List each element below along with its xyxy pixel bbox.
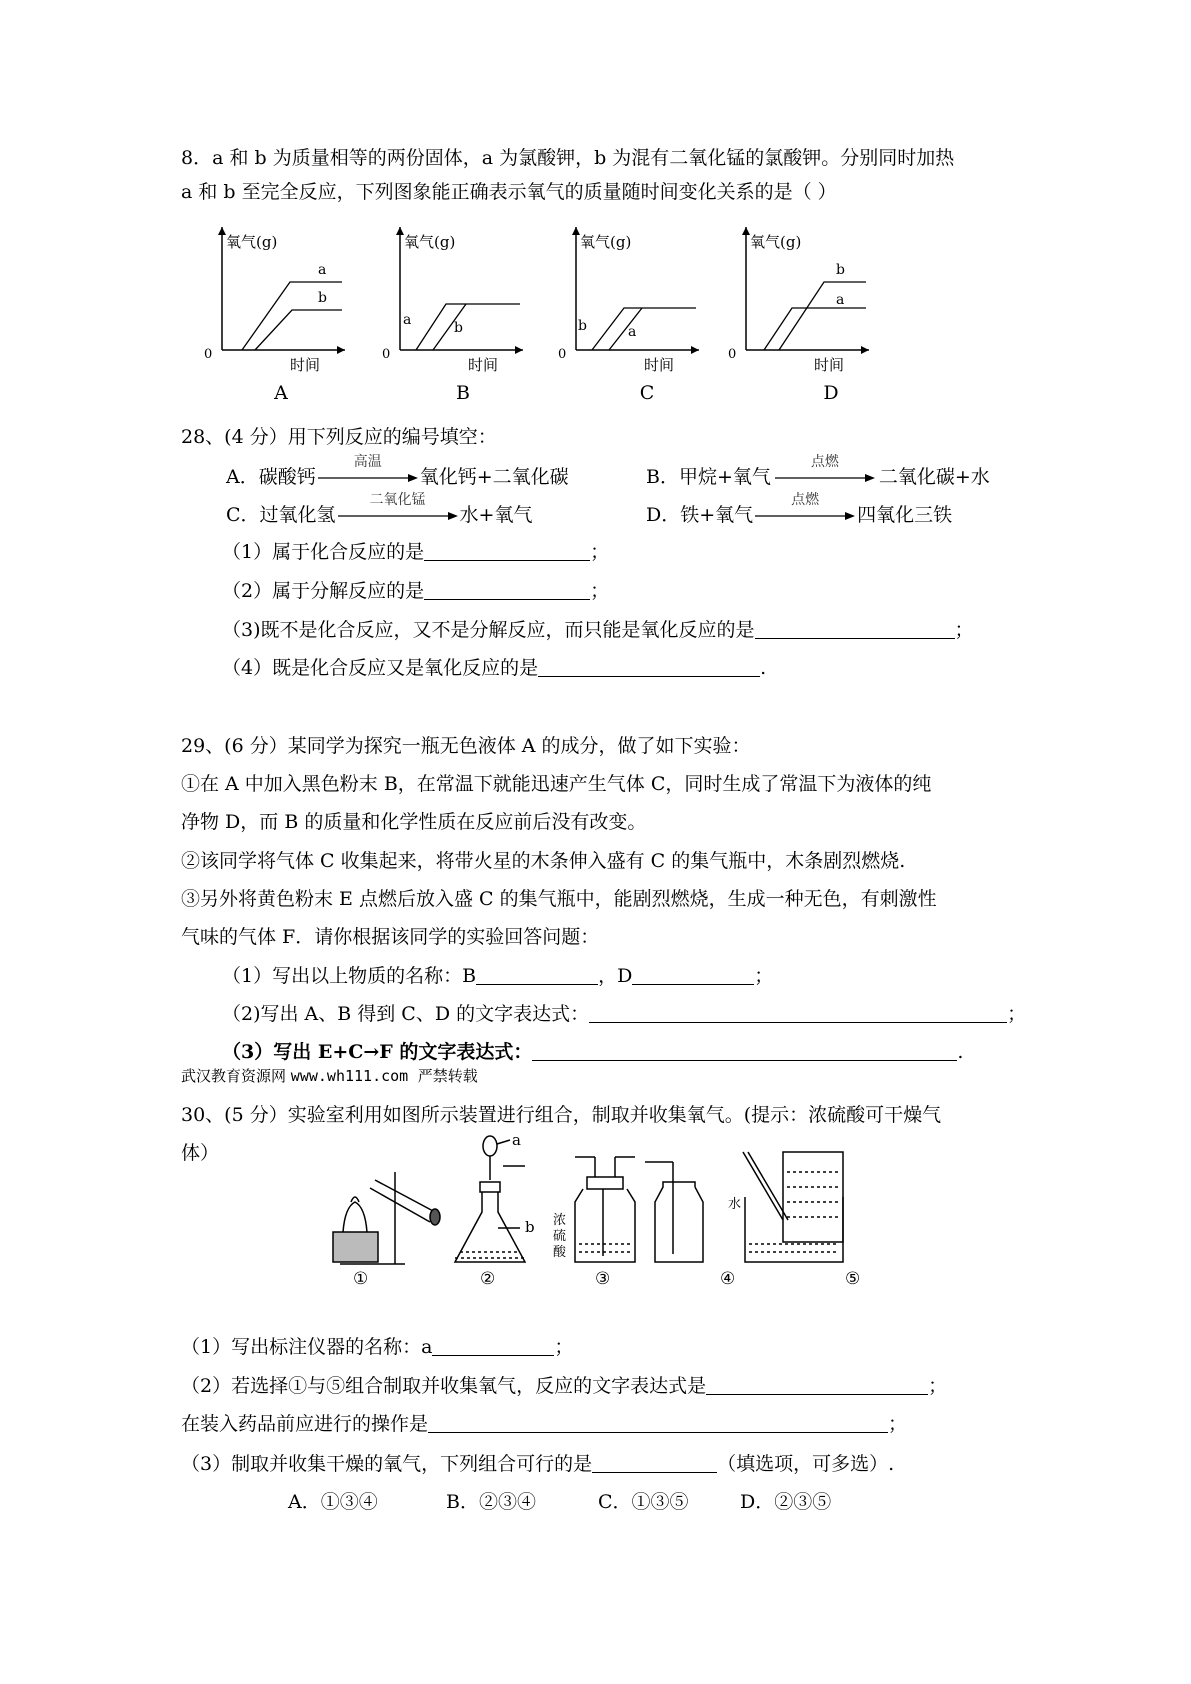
graph-a-label: A	[274, 382, 288, 404]
graph-a	[200, 222, 350, 372]
graph-c-xlabel: 时间	[644, 356, 675, 372]
q28-c-cond: 二氧化锰	[369, 492, 426, 508]
graph-b-xlabel: 时间	[468, 356, 499, 372]
q28-s2: （2）属于分解反应的是 ；	[222, 580, 610, 602]
label-a: a	[512, 1132, 521, 1149]
graph-c	[554, 222, 704, 372]
graph-b-origin: 0	[382, 347, 391, 362]
q28-s3: （3)既不是化合反应，又不是分解反应，而只能是氧化反应的是 ；	[222, 619, 974, 641]
q28-d-arrow	[755, 492, 855, 527]
q29-d-blank[interactable]	[632, 966, 754, 985]
apparatus-2	[455, 1136, 525, 1262]
q30-s2-blank[interactable]	[706, 1376, 928, 1395]
graph-d-lower: a	[836, 292, 845, 308]
graph-d-label: D	[823, 382, 839, 404]
graph-c-ylabel: 氧气(g)	[580, 233, 632, 251]
graph-d-ylabel: 氧气(g)	[750, 233, 802, 251]
apparatus-label-4: ④	[720, 1269, 736, 1287]
q28-reaction-a	[226, 454, 569, 489]
q30-s1: （1）写出标注仪器的名称：a ；	[181, 1336, 574, 1358]
graph-b-ylabel: 氧气(g)	[404, 233, 456, 251]
q28-d-prefix: D．铁+氧气	[646, 504, 754, 526]
q30-s3: （3）制取并收集干燥的氧气，下列组合可行的是 （填选项，可多选）.	[181, 1453, 895, 1475]
graph-a-xlabel: 时间	[290, 356, 321, 372]
apparatus-figure	[325, 1132, 915, 1287]
q28-s4: （4）既是化合反应又是氧化反应的是 .	[222, 657, 767, 679]
q28-s2-blank[interactable]	[424, 581, 590, 600]
q30-option-a[interactable]: A．①③④	[288, 1491, 378, 1513]
q28-s1-blank[interactable]	[424, 542, 590, 561]
q30-title: 30、(5 分）实验室利用如图所示装置进行组合，制取并收集氧气。(提示：浓硫酸可干燥气	[181, 1104, 942, 1126]
q8-line1: 8．a 和 b 为质量相等的两份固体，a 为氯酸钾，b 为混有二氧化锰的氯酸钾。分别同时加热	[181, 147, 955, 169]
q28-c-arrow	[338, 492, 458, 527]
graph-b-upper: a	[403, 312, 412, 328]
q28-s4-blank[interactable]	[538, 658, 760, 677]
watermark-note: 严禁转载	[417, 1067, 478, 1085]
graph-d-origin: 0	[728, 347, 737, 362]
acid-label-1: 浓	[553, 1213, 567, 1228]
q30-option-b[interactable]: B．②③④	[446, 1491, 536, 1513]
q28-c-prefix: C．过氧化氢	[226, 504, 336, 526]
q28-d-cond: 点燃	[791, 492, 820, 508]
apparatus-label-1: ①	[353, 1269, 369, 1287]
q30-s2b: 在装入药品前应进行的操作是 ；	[181, 1413, 908, 1435]
q28-reaction-c	[226, 492, 533, 527]
q28-s1: （1）属于化合反应的是 ；	[222, 541, 610, 563]
acid-label-3: 酸	[553, 1245, 567, 1260]
apparatus-4	[645, 1162, 703, 1262]
apparatus-3	[575, 1157, 635, 1262]
label-b: b	[525, 1218, 535, 1236]
q28-a-prefix: A．碳酸钙	[226, 466, 316, 488]
q28-b-arrow	[775, 454, 875, 489]
q28-reaction-b	[646, 454, 990, 489]
apparatus-label-2: ②	[480, 1269, 496, 1287]
q8-line2: a 和 b 至完全反应，下列图象能正确表示氧气的质量随时间变化关系的是（ ）	[181, 181, 837, 203]
graph-d-upper: b	[836, 262, 845, 278]
q28-b-prefix: B．甲烷+氧气	[646, 466, 771, 488]
q29-p3a: ③另外将黄色粉末 E 点燃后放入盛 C 的集气瓶中，能剧烈燃烧，生成一种无色，有刺激性	[181, 888, 937, 910]
q30-a-blank[interactable]	[432, 1337, 554, 1356]
graph-b-lower: b	[454, 320, 463, 336]
q28-s3-blank[interactable]	[755, 620, 955, 639]
acid-label-2: 硫	[553, 1229, 567, 1244]
q29-s1: （1）写出以上物质的名称：B ，D ；	[222, 965, 774, 987]
graph-c-label: C	[639, 382, 655, 404]
q29-s3-blank[interactable]	[532, 1042, 957, 1061]
q28-title: 28、(4 分）用下列反应的编号填空：	[181, 426, 497, 448]
q30-s2b-blank[interactable]	[428, 1414, 888, 1433]
q29-b-blank[interactable]	[476, 966, 598, 985]
graph-b-label: B	[456, 382, 470, 404]
watermark-url: www.wh111.com	[290, 1067, 409, 1085]
q28-a-cond: 高温	[353, 454, 382, 470]
q28-d-product: 四氧化三铁	[857, 504, 953, 526]
graph-b	[378, 222, 528, 372]
watermark-site: 武汉教育资源网	[181, 1067, 287, 1085]
graph-d-xlabel: 时间	[814, 356, 845, 372]
q28-b-product: 二氧化碳+水	[878, 466, 990, 488]
q30-s2: （2）若选择①与⑤组合制取并收集氧气，反应的文字表达式是 ；	[181, 1375, 948, 1397]
q29-title: 29、(6 分）某同学为探究一瓶无色液体 A 的成分，做了如下实验：	[181, 735, 751, 757]
apparatus-1	[333, 1172, 440, 1264]
apparatus-label-5: ⑤	[845, 1269, 861, 1287]
graph-a-upper: a	[318, 262, 327, 278]
q29-p2: ②该同学将气体 C 收集起来，将带火星的木条伸入盛有 C 的集气瓶中，木条剧烈燃烧.	[181, 850, 906, 872]
q29-p1a: ①在 A 中加入黑色粉末 B，在常温下就能迅速产生气体 C，同时生成了常温下为液体的纯	[181, 773, 932, 795]
graph-c-upper: b	[578, 318, 587, 334]
graph-c-origin: 0	[558, 347, 567, 362]
q28-reaction-d	[646, 492, 953, 527]
q30-title2: 体）	[181, 1142, 220, 1164]
q30-option-c[interactable]: C．①③⑤	[598, 1491, 689, 1513]
q29-s2-blank[interactable]	[589, 1004, 1007, 1023]
q30-option-d[interactable]: D．②③⑤	[740, 1491, 832, 1513]
q28-b-cond: 点燃	[810, 454, 839, 470]
q28-a-arrow	[318, 454, 418, 489]
water-label: 水	[728, 1197, 742, 1212]
graph-a-origin: 0	[204, 347, 213, 362]
graph-a-ylabel: 氧气(g)	[226, 233, 278, 251]
apparatus-label-3: ③	[595, 1269, 611, 1287]
graph-a-lower: b	[318, 290, 327, 306]
graph-c-lower: a	[628, 324, 637, 340]
q28-a-product: 氧化钙+二氧化碳	[419, 466, 569, 488]
q29-s2: （2)写出 A、B 得到 C、D 的文字表达式： ；	[222, 1003, 1027, 1025]
graph-d	[724, 222, 874, 372]
q29-s3: （3）写出 E+C→F 的文字表达式： .	[222, 1041, 964, 1063]
q29-p1b: 净物 D，而 B 的质量和化学性质在反应前后没有改变。	[181, 811, 647, 833]
q29-p3b: 气味的气体 F．请你根据该同学的实验回答问题：	[181, 926, 600, 948]
watermark	[181, 1065, 478, 1086]
q30-s3-blank[interactable]	[592, 1454, 717, 1473]
q28-c-product: 水+氧气	[459, 504, 533, 526]
apparatus-5	[743, 1152, 843, 1262]
